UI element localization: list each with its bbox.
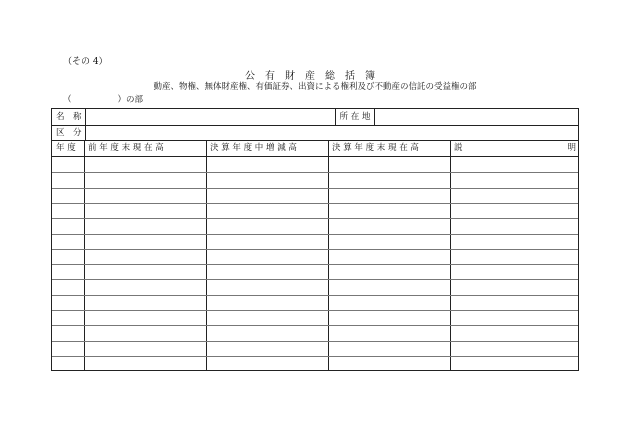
table-row[interactable]	[52, 310, 578, 311]
table-row[interactable]	[52, 172, 578, 173]
category-label: 区 分	[56, 128, 82, 138]
table-row[interactable]	[52, 249, 578, 250]
table-row[interactable]	[52, 325, 578, 326]
col-description: 説 明	[454, 143, 576, 153]
col-fiscal-year: 年 度	[56, 143, 76, 153]
location-label: 所 在 地	[339, 112, 371, 122]
table-row[interactable]	[52, 341, 578, 342]
section-open: （	[63, 95, 72, 105]
name-field[interactable]	[86, 109, 335, 125]
section-label	[63, 93, 143, 105]
header-block	[51, 108, 579, 140]
category-row	[52, 125, 578, 141]
form-title: 公有財産総括簿	[245, 71, 385, 82]
name-row	[52, 109, 578, 126]
form-number: （その 4）	[63, 57, 108, 67]
col-closing-balance: 決 算 年 度 末 現 在 高	[332, 143, 419, 153]
column-headers	[52, 141, 578, 157]
table-row[interactable]	[52, 188, 578, 189]
form-subtitle: 動産、物権、無体財産権、有価証券、出資による権利及び不動産の信託の受益権の部	[153, 82, 477, 92]
section-close: ）の部	[117, 95, 144, 105]
table-row[interactable]	[52, 203, 578, 204]
table-row[interactable]	[52, 218, 578, 219]
table-row[interactable]	[52, 295, 578, 296]
ledger-table	[51, 140, 579, 371]
table-row[interactable]	[52, 279, 578, 280]
table-row[interactable]	[52, 234, 578, 235]
location-field[interactable]	[375, 109, 578, 125]
col-change: 決 算 年 度 中 増 減 高	[210, 143, 297, 153]
col-previous-balance: 前 年 度 末 現 在 高	[88, 143, 164, 153]
table-row[interactable]	[52, 356, 578, 357]
name-label: 名 称	[56, 112, 82, 122]
table-row[interactable]	[52, 264, 578, 265]
category-field[interactable]	[86, 125, 578, 141]
